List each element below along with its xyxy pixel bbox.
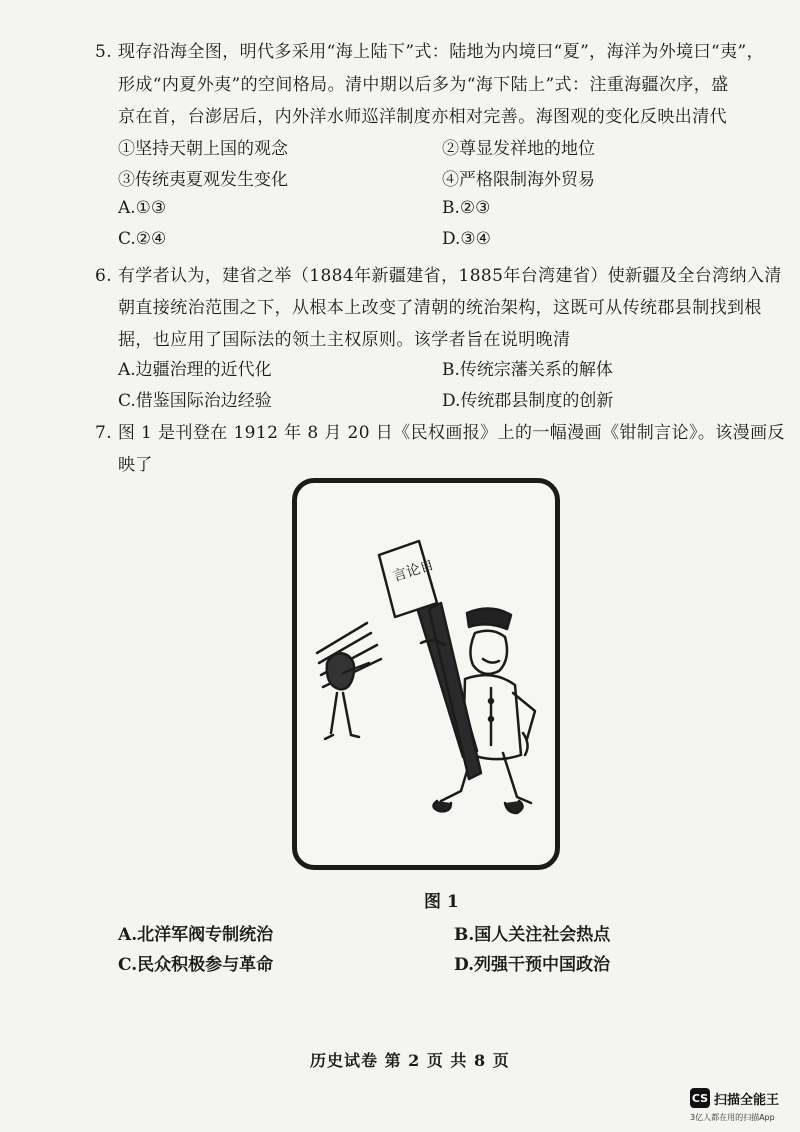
q7-option-c: C.民众积极参与革命 — [118, 955, 274, 975]
q7-option-d: D.列强干预中国政治 — [454, 955, 611, 975]
q6-option-b: B.传统宗藩关系的解体 — [442, 360, 613, 380]
q5-option-b: B.②③ — [442, 198, 491, 218]
q5-stem-line-2: 形成“内夏外夷”的空间格局。清中期以后多为“海下陆上”式：注重海疆次序，盛 — [118, 75, 729, 95]
q6-option-d: D.传统郡县制度的创新 — [442, 391, 614, 411]
q7-option-a: A.北洋军阀专制统治 — [118, 925, 274, 945]
crowd-icon — [317, 623, 381, 739]
q5-stem-line-3: 京在首，台澎居后，内外洋水师巡洋制度亦相对完善。海图观的变化反映出清代 — [118, 107, 727, 127]
q5-option-c: C.②④ — [118, 229, 167, 249]
q5-item-3: ③传统夷夏观发生变化 — [118, 170, 288, 190]
q5-item-1: ①坚持天朝上国的观念 — [118, 139, 288, 159]
camscanner-app-name: 扫描全能王 — [714, 1092, 780, 1108]
q6-option-c: C.借鉴国际治边经验 — [118, 391, 272, 411]
q5-stem-line-1: 5. 现存沿海全图，明代多采用“海上陆下”式：陆地为内境曰“夏”，海洋为外境曰“夷”， — [95, 42, 764, 62]
camscanner-logo-icon: CS — [690, 1088, 710, 1108]
q6-stem-line-2: 朝直接统治范围之下，从根本上改变了清朝的统治架构，这既可从传统郡县制找到根 — [118, 298, 762, 318]
q5-option-a: A.①③ — [118, 198, 167, 218]
cartoon-illustration — [297, 483, 555, 865]
q7-option-b: B.国人关注社会热点 — [454, 925, 611, 945]
cartoon-figure — [292, 478, 560, 870]
page-footer: 历史试卷 第 2 页 共 8 页 — [310, 1051, 510, 1070]
camscanner-tagline: 3亿人都在用的扫描App — [690, 1113, 775, 1122]
q6-option-a: A.边疆治理的近代化 — [118, 360, 272, 380]
figure-caption: 图 1 — [424, 892, 459, 912]
q7-stem-line-2: 映了 — [118, 455, 153, 475]
cartoon-sign-text: 言论自 — [390, 556, 436, 586]
camscanner-watermark — [690, 1088, 779, 1108]
q6-stem-line-3: 据，也应用了国际法的领土主权原则。该学者旨在说明晚清 — [118, 330, 571, 350]
q5-option-d: D.③④ — [442, 229, 491, 249]
q6-stem-line-1: 6. 有学者认为，建省之举（1884年新疆建省，1885年台湾建省）使新疆及全台湾纳入清 — [95, 266, 782, 286]
q5-item-2: ②尊显发祥地的地位 — [442, 139, 595, 159]
q7-stem-line-1: 7. 图 1 是刊登在 1912 年 8 月 20 日《民权画报》上的一幅漫画《钳制言论》。该漫画反 — [95, 423, 785, 443]
q5-item-4: ④严格限制海外贸易 — [442, 170, 595, 190]
